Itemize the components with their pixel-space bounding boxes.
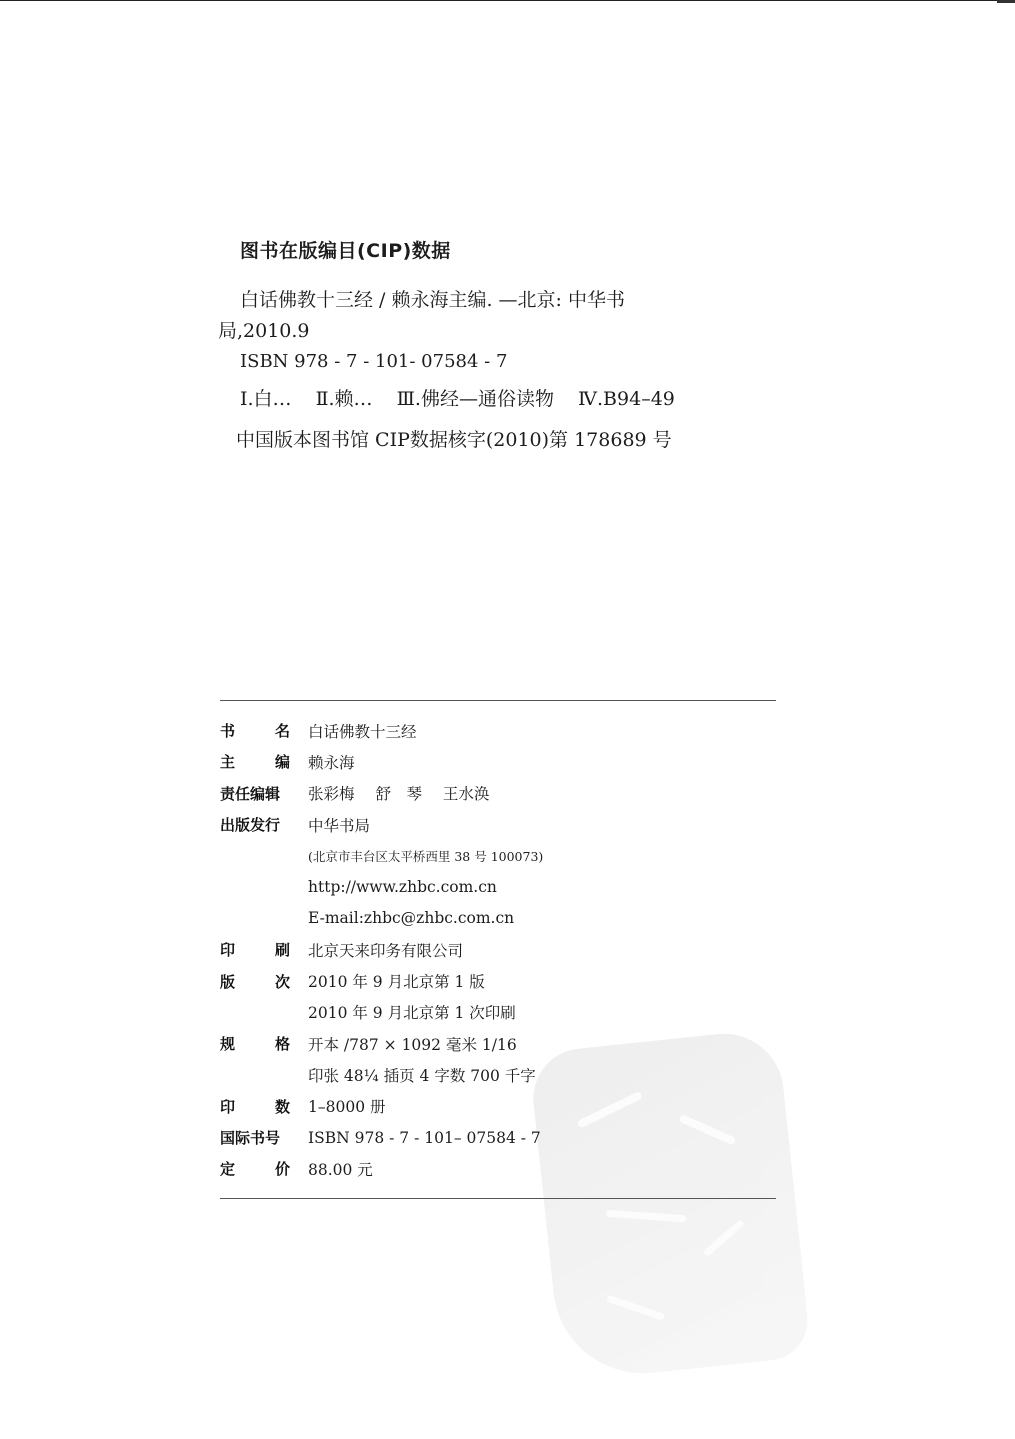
printing-value: 2010 年 9 月北京第 1 次印刷 [308, 1004, 516, 1023]
responsible-editors-value: 张彩梅 舒 琴 王水涣 [308, 785, 490, 804]
cip-class-3: Ⅲ.佛经—通俗读物 [396, 388, 554, 410]
isbn-value: ISBN 978 - 7 - 101– 07584 - 7 [308, 1128, 541, 1147]
edition-value: 2010 年 9 月北京第 1 版 [308, 973, 485, 992]
colophon-bottom-rule [220, 1198, 776, 1199]
colophon-row-printer: 印 刷 北京天来印务有限公司 [220, 934, 776, 965]
cip-isbn: ISBN 978 - 7 - 101- 07584 - 7 [240, 351, 508, 372]
cip-class-4: Ⅳ.B94–49 [578, 388, 675, 410]
printer-value: 北京天来印务有限公司 [308, 941, 464, 960]
colophon-row-website [220, 871, 776, 902]
scan-edge-mark [997, 0, 1015, 3]
colophon-row-edition: 版 次 2010 年 9 月北京第 1 版 [220, 965, 776, 996]
cip-approval-number: 中国版本图书馆 CIP数据核字(2010)第 178689 号 [236, 429, 672, 451]
cip-classification [240, 384, 688, 411]
colophon-row-isbn: 国际书号 ISBN 978 - 7 - 101– 07584 - 7 [220, 1128, 541, 1147]
colophon-row-editor: 主 编 赖永海 [220, 746, 776, 777]
cip-block [218, 236, 688, 452]
colophon-row-book-name: 书 名 白话佛教十三经 [220, 715, 776, 746]
colophon-row-price: 定 价 88.00 元 [220, 1153, 776, 1184]
cip-class-2: Ⅱ.赖… [315, 388, 373, 410]
colophon-row-responsible-editors: 责任编辑 张彩梅 舒 琴 王水涣 [220, 778, 776, 809]
format-details: 印张 48¼ 插页 4 字数 700 千字 [308, 1066, 536, 1085]
cip-heading: 图书在版编目(CIP)数据 [240, 240, 451, 262]
print-run-value: 1–8000 册 [308, 1098, 386, 1117]
colophon-row-publisher: 出版发行 中华书局 [220, 809, 776, 840]
price-value: 88.00 元 [308, 1160, 373, 1179]
publisher-email: E-mail:zhbc@zhbc.com.cn [308, 909, 515, 928]
cip-title-line: 白话佛教十三经 / 赖永海主编. —北京: 中华书 [240, 289, 626, 311]
format-value: 开本 /787 × 1092 毫米 1/16 [308, 1035, 517, 1054]
cip-class-1: Ⅰ.白… [240, 388, 292, 410]
publisher-address: (北京市丰台区太平桥西里 38 号 100073) [308, 848, 544, 864]
colophon-row-email [220, 903, 776, 934]
book-name-value: 白话佛教十三经 [308, 722, 417, 741]
colophon-row-print-run: 印 数 1–8000 册 [220, 1091, 776, 1122]
page-top-rule [0, 0, 1015, 1]
colophon-row-format-details [220, 1059, 776, 1090]
colophon [220, 700, 776, 1199]
colophon-row-format: 规 格 开本 /787 × 1092 毫米 1/16 [220, 1028, 776, 1059]
publisher-name: 中华书局 [308, 816, 371, 835]
cip-title-continuation: 局,2010.9 [218, 320, 310, 342]
publisher-website: http://www.zhbc.com.cn [308, 878, 497, 897]
editor-value: 赖永海 [308, 753, 355, 772]
colophon-row-printing [220, 997, 776, 1028]
colophon-row-address [220, 840, 776, 871]
